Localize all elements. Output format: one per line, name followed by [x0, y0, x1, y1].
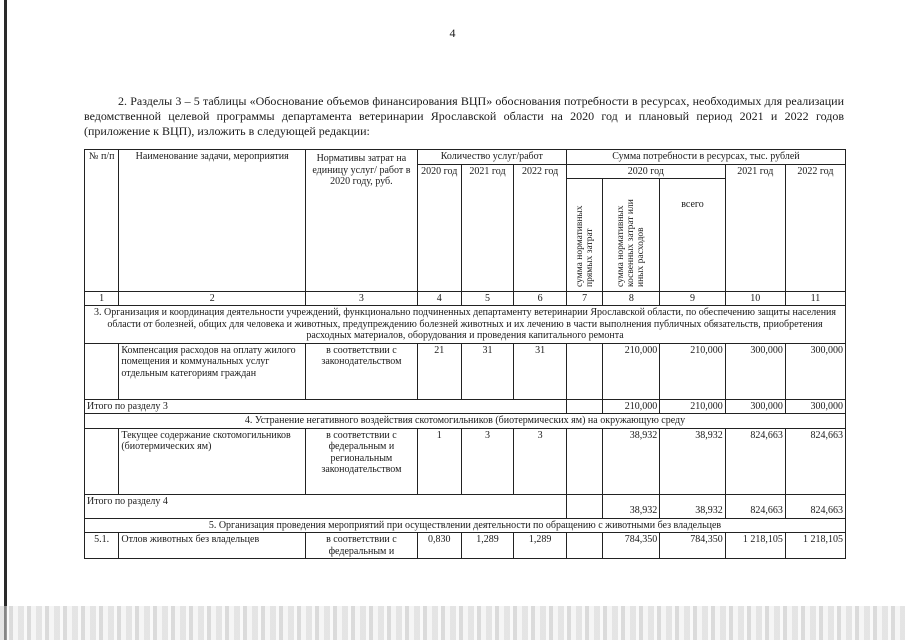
row-total: 210,000	[660, 343, 725, 399]
total-2022: 300,000	[785, 399, 845, 414]
header-qty-2021: 2021 год	[461, 164, 514, 291]
header-sum-total: всего	[660, 179, 725, 292]
total-total: 210,000	[660, 399, 725, 414]
column-numbers-row	[85, 291, 846, 306]
row-2021: 1 218,105	[725, 533, 785, 559]
row-name: Отлов животных без владельцев	[119, 533, 306, 559]
row-total: 38,932	[660, 428, 725, 494]
left-binding-rule	[4, 0, 7, 640]
row-norm-value: 0,830	[417, 533, 461, 559]
row-norm: в соответствии с законодательством	[306, 343, 418, 399]
total-2021: 824,663	[725, 494, 785, 518]
section-4-title-row	[85, 414, 846, 429]
row-2022: 1 218,105	[785, 533, 845, 559]
col-number: 9	[660, 291, 725, 306]
header-row-1	[85, 150, 846, 165]
section-4-total-label: Итого по разделу 4	[85, 494, 567, 518]
row-indirect: 210,000	[603, 343, 660, 399]
row-norm: в соответствии с федеральным и региональным законодательством	[306, 428, 418, 494]
row-name: Компенсация расходов на оплату жилого помещения и коммунальных услуг отдельным категориям граждан	[119, 343, 306, 399]
header-qty: Количество услуг/работ	[417, 150, 566, 165]
row-q2021: 3	[461, 428, 514, 494]
row-2021: 824,663	[725, 428, 785, 494]
col-number: 8	[603, 291, 660, 306]
row-norm: в соответствии с федеральным и	[306, 533, 418, 559]
row-2021: 300,000	[725, 343, 785, 399]
table-row	[85, 533, 846, 559]
col-number: 1	[85, 291, 119, 306]
section-3-total-label: Итого по разделу 3	[85, 399, 567, 414]
header-num: № п/п	[85, 150, 119, 292]
section-5-title-row	[85, 518, 846, 533]
col-number: 3	[306, 291, 418, 306]
intro-text: 2. Разделы 3 – 5 таблицы «Обоснование объемов финансирования ВЦП» обоснования потребности в ресурсах, необходимых для реализации ведомственной целевой программы департамента ветеринарии Ярославской области на 2020 год и плановый период 2021 и 2022 годов (приложение к ВЦП), изложить в следующей редакции:	[84, 94, 844, 138]
row-q2022: 1,289	[514, 533, 567, 559]
col-number: 2	[119, 291, 306, 306]
page-number: 4	[449, 26, 456, 40]
header-sum-direct: сумма нормативных прямых затрат	[566, 179, 602, 292]
row-num: 5.1.	[85, 533, 119, 559]
row-q2021: 1,289	[461, 533, 514, 559]
table-row	[85, 428, 846, 494]
header-sum-indirect: сумма нормативных косвенных затрат или иных расходов	[603, 179, 660, 292]
row-q2021: 31	[461, 343, 514, 399]
header-qty-2022: 2022 год	[514, 164, 567, 291]
header-sum-2022: 2022 год	[785, 164, 845, 291]
total-total: 38,932	[660, 494, 725, 518]
row-direct	[566, 428, 602, 494]
header-name: Наименование задачи, мероприятия	[119, 150, 306, 292]
row-q2022: 31	[514, 343, 567, 399]
intro-paragraph	[84, 94, 844, 139]
total-indirect: 38,932	[603, 494, 660, 518]
row-q2020: 1	[417, 428, 461, 494]
row-total: 784,350	[660, 533, 725, 559]
row-indirect: 38,932	[603, 428, 660, 494]
total-indirect: 210,000	[603, 399, 660, 414]
col-number: 10	[725, 291, 785, 306]
row-2022: 824,663	[785, 428, 845, 494]
row-direct	[566, 343, 602, 399]
col-number: 6	[514, 291, 567, 306]
financing-table	[84, 149, 846, 559]
row-name: Текущее содержание скотомогильников (биотермических ям)	[119, 428, 306, 494]
row-2022: 300,000	[785, 343, 845, 399]
section-3-title-row	[85, 306, 846, 344]
table-row	[85, 343, 846, 399]
section-4-total-row	[85, 494, 846, 518]
header-sum-2020: 2020 год	[566, 164, 725, 179]
header-norm: Нормативы затрат на единицу услуг/ работ в 2020 году, руб.	[306, 150, 418, 292]
col-number: 7	[566, 291, 602, 306]
header-qty-2020: 2020 год	[417, 164, 461, 291]
row-q2020: 21	[417, 343, 461, 399]
total-direct	[566, 494, 602, 518]
section-3-title: 3. Организация и координация деятельности учреждений, функционально подчиненных департаменту ветеринарии Ярославской области, по обеспечению защиты населения области от болезней, общих для человека и животных, предупреждению болезней животных и их лечению в части выполнения публичных обязательств, приобретения расходных материалов, оборудования и проведения капитального ремонта	[85, 306, 846, 344]
section-5-title: 5. Организация проведения мероприятий при осуществлении деятельности по обращению с животными без владельцев	[85, 518, 846, 533]
row-num	[85, 428, 119, 494]
col-number: 11	[785, 291, 845, 306]
row-q2022: 3	[514, 428, 567, 494]
total-2021: 300,000	[725, 399, 785, 414]
total-direct	[566, 399, 602, 414]
col-number: 4	[417, 291, 461, 306]
header-sum: Сумма потребности в ресурсах, тыс. рублей	[566, 150, 845, 165]
section-4-title: 4. Устранение негативного воздействия скотомогильников (биотермических ям) на окружающую среду	[85, 414, 846, 429]
col-number: 5	[461, 291, 514, 306]
section-3-total-row	[85, 399, 846, 414]
row-direct	[566, 533, 602, 559]
scan-bottom-edge	[0, 606, 905, 640]
total-2022: 824,663	[785, 494, 845, 518]
header-sum-2021: 2021 год	[725, 164, 785, 291]
row-num	[85, 343, 119, 399]
row-indirect: 784,350	[603, 533, 660, 559]
